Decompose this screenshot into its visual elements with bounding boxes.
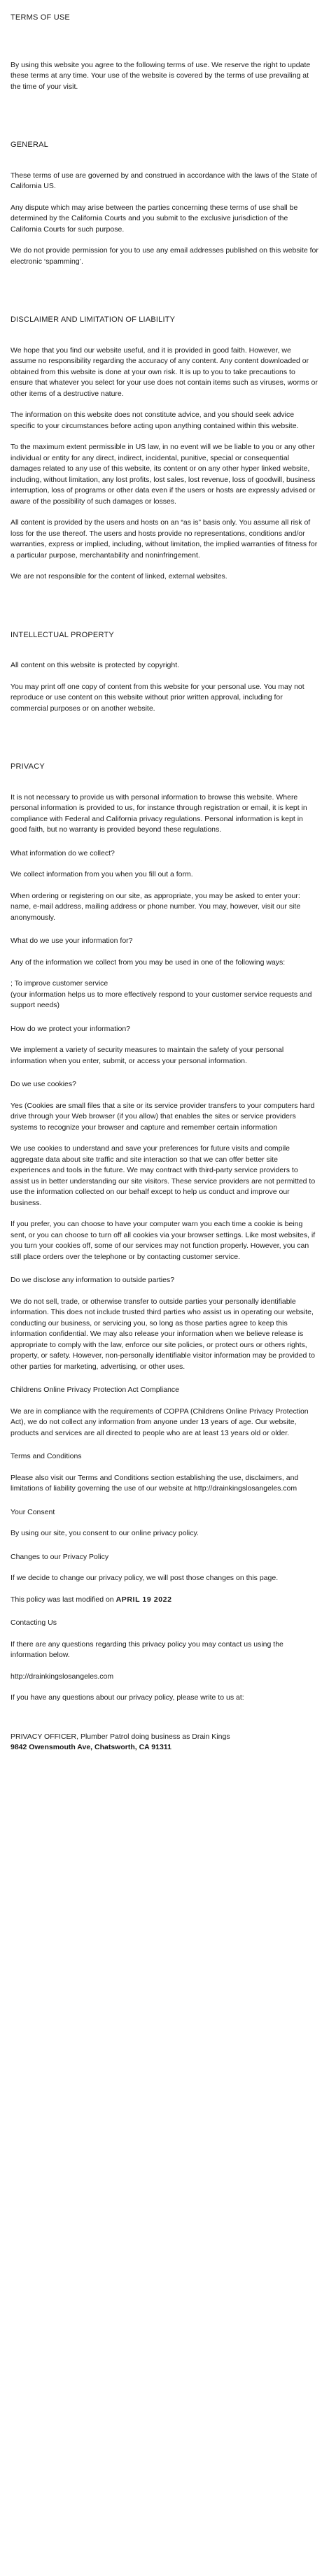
ip-heading: INTELLECTUAL PROPERTY <box>10 630 114 639</box>
privacy-answer-cookies-3: If you prefer, you can choose to have your computer warn you each time a cookie is being sent, or you can choose to turn off all cookies via your browser settings. Like most websites, if you turn your cookies off, some of our services may not function properly. However, you can still place orders over the telephone or by contacting customer service. <box>10 1220 316 1261</box>
privacy-contact-block <box>10 1732 318 1753</box>
privacy-use-item-detail: (your information helps us to more effectively respond to your customer service requests and support needs) <box>10 990 312 1009</box>
privacy-officer: PRIVACY OFFICER, Plumber Patrol doing business as Drain Kings <box>10 1732 230 1741</box>
website-link[interactable]: http://drainkingslosangeles.com <box>10 1672 114 1681</box>
privacy-answer-protect: We implement a variety of security measures to maintain the safety of your personal information when you enter, submit, or access your personal information. <box>10 1046 284 1065</box>
ip-section <box>10 630 318 715</box>
disclaimer-paragraph-5: We are not responsible for the content of linked, external websites. <box>10 572 227 581</box>
privacy-question-consent: Your Consent <box>10 1507 55 1516</box>
privacy-question-changes: Changes to our Privacy Policy <box>10 1552 109 1561</box>
terms-paragraph: By using this website you agree to the following terms of use. We reserve the right to update these terms at any time. Your use of the website is covered by the terms of use prevailing at the time of your visit. <box>10 60 311 91</box>
privacy-question-terms: Terms and Conditions <box>10 1452 82 1460</box>
privacy-answer-changes: If we decide to change our privacy policy, we will post those changes on this page. <box>10 1574 279 1582</box>
ip-paragraph-1: All content on this website is protected by copyright. <box>10 661 180 669</box>
disclaimer-paragraph-1: We hope that you find our website useful, and it is provided in good faith. However, we assume no responsibility regarding the accuracy of any content. Any content downloaded or obtained from this website is done at your own risk. It is up to you to take precautions to ensure that whatever you select for your use does not contain items such as viruses, worms or other items of a destructive nature. <box>10 346 318 398</box>
disclaimer-paragraph-2: The information on this website does not constitute advice, and you should seek advice specific to your circumstances before acting upon anything contained within this website. <box>10 411 299 430</box>
terms-section <box>10 13 318 92</box>
general-heading: GENERAL <box>10 141 48 149</box>
privacy-use-item-title: ; To improve customer service <box>10 979 108 988</box>
privacy-answer-use: Any of the information we collect from you may be used in one of the following ways: <box>10 958 286 967</box>
privacy-answer-collect: We collect information from you when you fill out a form. <box>10 870 193 878</box>
disclaimer-paragraph-4: All content is provided by the users and hosts on an “as is” basis only. You assume all risk of loss for the use thereof. The users and hosts provide no representations, conditions and/or warranties, express or implied, including, without limitation, the implied warranties of fitness for a particular purpose, merchantability and noninfringement. <box>10 518 318 560</box>
privacy-question-coppa: Childrens Online Privacy Protection Act Compliance <box>10 1386 180 1394</box>
privacy-use-item <box>10 979 318 1011</box>
privacy-answer-consent: By using our site, you consent to our online privacy policy. <box>10 1529 199 1537</box>
privacy-question-cookies: Do we use cookies? <box>10 1080 76 1088</box>
privacy-heading: PRIVACY <box>10 762 45 771</box>
privacy-last-modified-label: This policy was last modified on <box>10 1595 114 1604</box>
privacy-last-modified <box>10 1595 318 1606</box>
privacy-answer-disclose: We do not sell, trade, or otherwise transfer to outside parties your personally identifiable information. This does not include trusted third parties who assist us in operating our website, conducting our business, or servicing you, so long as those parties agree to keep this information confidential. We may also release your information when we believe release is appropriate to comply with the law, enforce our site policies, or protect ours or others rights, property, or safety. However, non-personally identifiable visitor information may be provided to other parties for marketing, advertising, or other uses. <box>10 1297 315 1371</box>
privacy-answer-cookies-2: We use cookies to understand and save your preferences for future visits and compile aggregate data about site traffic and site interaction so that we can offer better site experiences and tools in the future. We may contract with third-party service providers to assist us in better understanding our site visitors. These service providers are not permitted to use the information collected on our behalf except to help us conduct and improve our business. <box>10 1144 316 1207</box>
disclaimer-heading: DISCLAIMER AND LIMITATION OF LIABILITY <box>10 315 176 324</box>
privacy-last-modified-date: APRIL 19 2022 <box>115 1595 172 1604</box>
privacy-question-use: What do we use your information for? <box>10 937 133 945</box>
privacy-answer-contact-write: If you have any questions about our privacy policy, please write to us at: <box>10 1693 244 1702</box>
general-paragraph-3: We do not provide permission for you to use any email addresses published on this website for electronic ‘spamming’. <box>10 246 318 266</box>
privacy-question-protect: How do we protect your information? <box>10 1024 130 1033</box>
privacy-address: 9842 Owensmouth Ave, Chatsworth, CA 91311 <box>10 1743 172 1751</box>
privacy-section <box>10 762 318 1753</box>
terms-heading: TERMS OF USE <box>10 13 70 22</box>
privacy-answer-contact: If there are any questions regarding this privacy policy you may contact us using the information below. <box>10 1639 284 1659</box>
general-paragraph-2: Any dispute which may arise between the parties concerning these terms of use shall be determined by the California Courts and you submit to the exclusive jurisdiction of the California Courts for such purpose. <box>10 203 298 234</box>
privacy-question-disclose: Do we disclose any information to outside parties? <box>10 1276 175 1284</box>
disclaimer-section <box>10 315 318 583</box>
general-paragraph-1: These terms of use are governed by and construed in accordance with the laws of the State of California US. <box>10 171 317 190</box>
privacy-answer-collect-detail: When ordering or registering on our site, as appropriate, you may be asked to enter your: name, e-mail address, mailing address or phone number. You may, however, visit our site anonymously. <box>10 891 301 922</box>
privacy-question-collect: What information do we collect? <box>10 848 115 858</box>
privacy-answer-coppa: We are in compliance with the requirements of COPPA (Childrens Online Privacy Protection Act), we do not collect any information from anyone under 13 years of age. Our website, products and services are all directed to people who are at least 13 years old or older. <box>10 1407 309 1437</box>
privacy-paragraph-intro: It is not necessary to provide us with personal information to browse this website. Where personal information is provided to us, for instance through registration or email, it is kept in compliance with Federal and California privacy regulations. Personal information is kept in good faith, but no warranty is provided beyond these regulations. <box>10 792 307 834</box>
privacy-contact-url <box>10 1672 318 1683</box>
ip-paragraph-2: You may print off one copy of content from this website for your personal use. You may not reproduce or use content on this website without prior written approval, including for commercial purposes or on another website. <box>10 682 304 713</box>
disclaimer-paragraph-3: To the maximum extent permissible in US law, in no event will we be liable to you or any other individual or entity for any direct, indirect, incidental, punitive, special or consequential damages related to any use of this website, its content or on any other hyper linked website, including, without limitation, any lost profits, lost sales, lost revenue, loss of goodwill, business interruption, loss of programs or other data even if the users or hosts are expressly advised or aware of the possibility of such damages or losses. <box>10 443 316 506</box>
general-section <box>10 140 318 267</box>
privacy-answer-cookies-1: Yes (Cookies are small files that a site or its service provider transfers to your computers hard drive through your Web browser (if you allow) that enables the sites or service providers systems to recognize your browser and capture and remember certain information <box>10 1101 315 1132</box>
privacy-question-contact: Contacting Us <box>10 1618 57 1627</box>
privacy-answer-terms: Please also visit our Terms and Conditions section establishing the use, disclaimers, and limitations of liability governing the use of our website at http://drainkingslosangeles.com <box>10 1473 299 1493</box>
